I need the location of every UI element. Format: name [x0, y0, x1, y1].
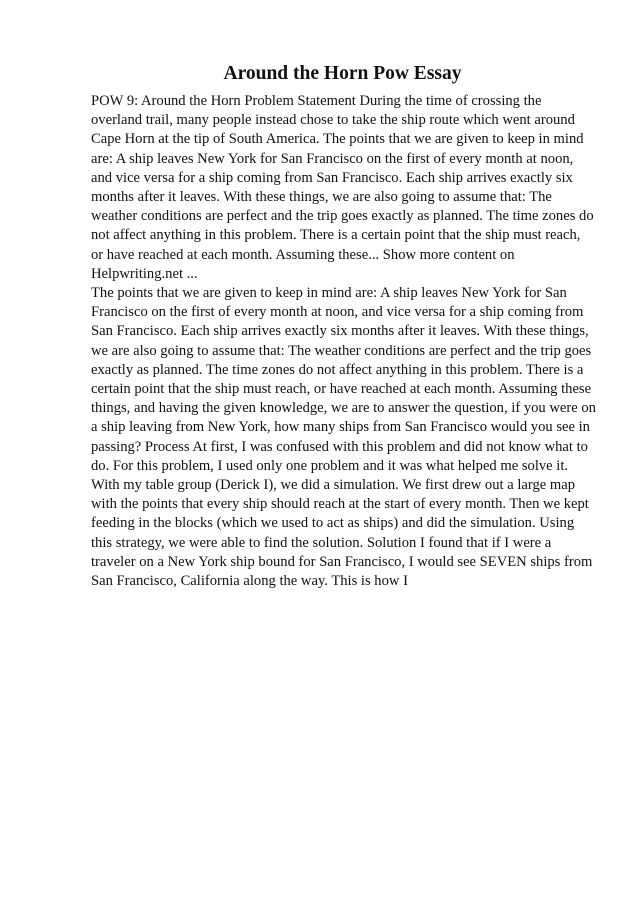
paragraph-1: POW 9: Around the Horn Problem Statement During the time of crossing the overland trail, many people instead chose to take the ship route which went around Cape Horn at the tip of South America. The points that we are given to keep in mind are: A ship leaves New York for San Francisco on the first of every month at noon, and vice versa for a ship coming from San Francisco. Each ship arrives exactly six months after it leaves. With these things, we are also going to assume that: The weather conditions are perfect and the trip goes exactly as planned. The time zones do not affect anything in this problem. There is a certain point that the ship must reach, or have reached at each month. Assuming these... Show more content on Helpwriting.net ...: [91, 93, 594, 282]
paragraph-2: The points that we are given to keep in mind are: A ship leaves New York for San Francisco on the first of every month at noon, and vice versa for a ship coming from San Francisco. Each ship arrives exactly six months after it leaves. With these things, we are also going to assume that: The weather conditions are perfect and the trip goes exactly as planned. The time zones do not affect anything in this problem. There is a certain point that the ship must reach, or have reached at each month. Assuming these things, and having the given knowledge, we are to answer the question, if you were on a ship leaving from New York, how many ships from San Francisco would you see in passing? Process At first, I was confused with this problem and did not know what to do. For this problem, I used only one problem and it was what helped me solve it. With my table group (Derick I), we did a simulation. We first drew out a large map with the points that every ship should reach at the start of every month. Then we kept feeding in the blocks (which we used to act as ships) and did the simulation. Using this strategy, we were able to find the solution. Solution I found that if I were a traveler on a New York ship bound for San Francisco, I would see SEVEN ships from San Francisco, California along the way. This is how I: [91, 285, 596, 590]
document-title: Around the Horn Pow Essay: [223, 63, 462, 84]
